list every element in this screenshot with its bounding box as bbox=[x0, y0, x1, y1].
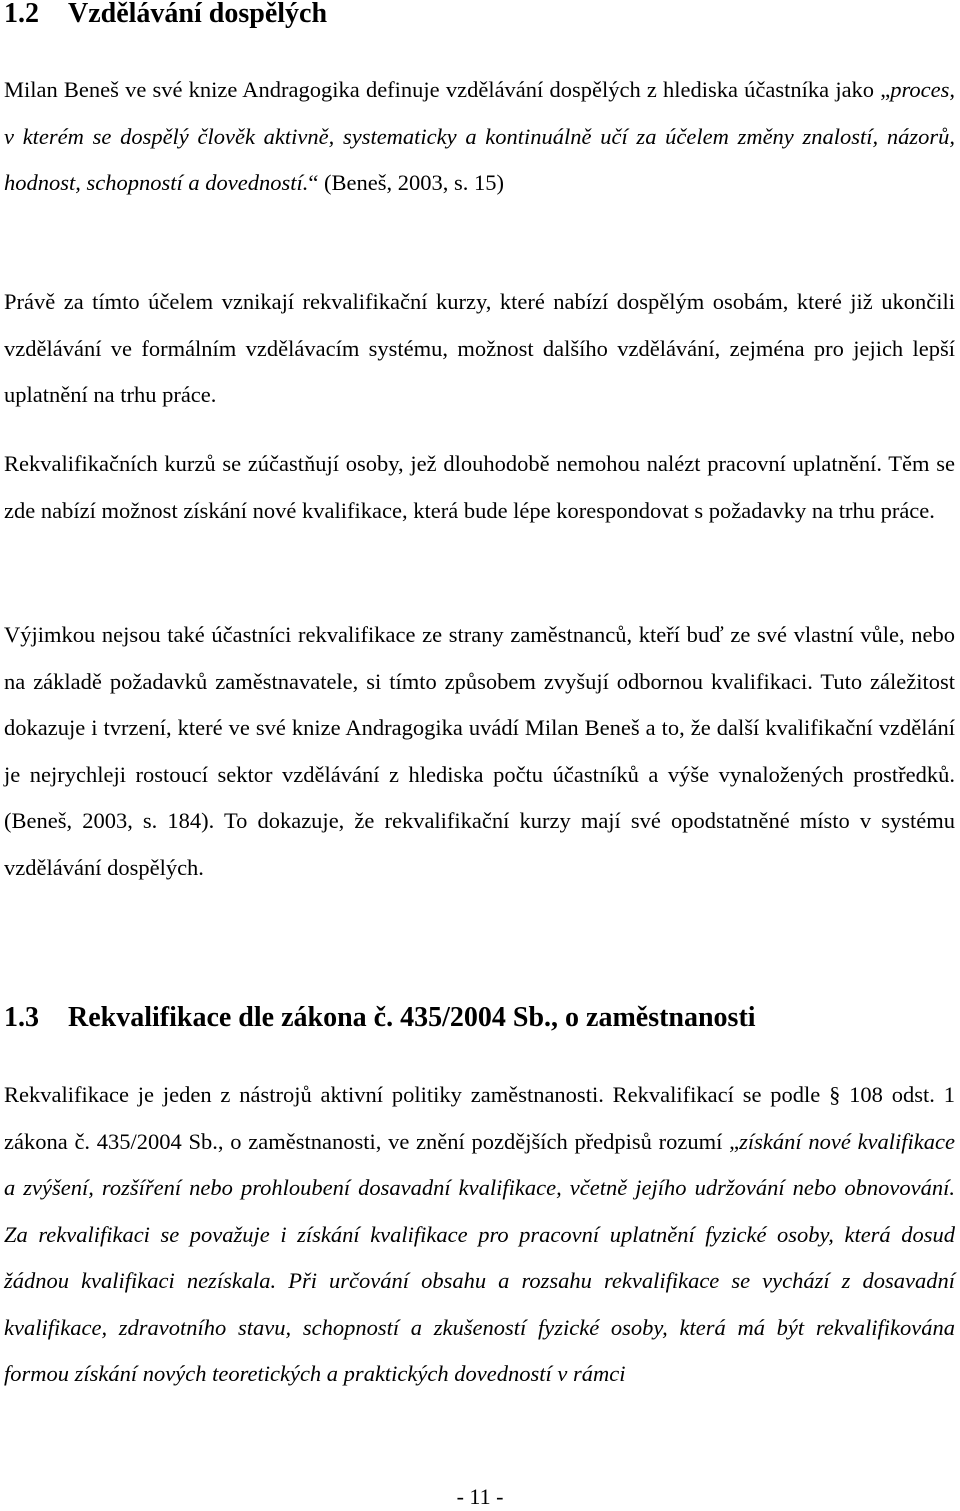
section-heading-1-3 bbox=[4, 1002, 756, 1034]
section-title: Rekvalifikace dle zákona č. 435/2004 Sb., o zaměstnanosti bbox=[68, 1002, 756, 1033]
paragraph-text: Rekvalifikace je jeden z nástrojů aktivní politiky zaměstnanosti. Rekvalifikací se podle § 108 odst. 1 zákona č. 435/2004 Sb., o zaměstnanosti, ve znění pozdějších předpisů rozumí „ bbox=[4, 1082, 955, 1154]
quoted-law-text: získání nové kvalifikace a zvýšení, rozšíření nebo prohloubení dosavadní kvalifikace, včetně jejího udržování nebo obnovování. Za rekvalifikaci se považuje i získání kvalifikace pro pracovní uplatnění fyzické osoby, která dosud žádnou kvalifikaci nezískala. Při určování obsahu a rozsahu rekvalifikace se vychází z dosavadní kvalifikace, zdravotního stavu, schopností a zkušeností fyzické osoby, která má být rekvalifikována formou získání nových teoretických a praktických dovedností v rámci bbox=[4, 1128, 956, 1386]
page-number: - 11 - bbox=[456, 1484, 504, 1509]
section-heading-1-2 bbox=[4, 0, 327, 30]
paragraph-participants: Rekvalifikačních kurzů se zúčastňují osoby, jež dlouhodobě nemohou nalézt pracovní uplatnění. Těm se zde nabízí možnost získání nové kvalifikace, která bude lépe korespondovat s požadavky na trhu práce. bbox=[4, 451, 955, 523]
section-number: 1.3 bbox=[4, 1002, 39, 1033]
paragraph-definition bbox=[4, 67, 955, 207]
paragraph-purpose: Právě za tímto účelem vznikají rekvalifikační kurzy, které nabízí dospělým osobám, které již ukončili vzdělávání ve formálním vzdělávacím systému, možnost dalšího vzdělávání, zejména pro jejich lepší uplatnění na trhu práce. bbox=[4, 289, 955, 407]
quoted-definition: proces, v kterém se dospělý člověk aktivně, systematicky a kontinuálně učí za účelem změny znalostí, názorů, hodnost, schopností a dovedností. bbox=[4, 77, 955, 195]
paragraph-law-definition bbox=[4, 1072, 955, 1398]
paragraph-exceptions: Výjimkou nejsou také účastníci rekvalifikace ze strany zaměstnanců, kteří buď ze své vlastní vůle, nebo na základě požadavků zaměstnavatele, si tímto způsobem zvyšují odbornou kvalifikaci. Tuto záležitost dokazuje i tvrzení, které ve své knize Andragogika uvádí Milan Beneš a to, že další kvalifikační vzdělání je nejrychleji rostoucí sektor vzdělávání z hlediska počtu účastníků a výše vynaložených prostředků. (Beneš, 2003, s. 184). To dokazuje, že rekvalifikační kurzy mají své opodstatněné místo v systému vzdělávání dospělých. bbox=[4, 622, 955, 880]
paragraph-text: Milan Beneš ve své knize Andragogika definuje vzdělávání dospělých z hlediska účastníka jako „ bbox=[4, 77, 891, 102]
section-title: Vzdělávání dospělých bbox=[68, 0, 328, 29]
section-number: 1.2 bbox=[4, 0, 39, 29]
citation: “ (Beneš, 2003, s. 15) bbox=[308, 170, 504, 195]
